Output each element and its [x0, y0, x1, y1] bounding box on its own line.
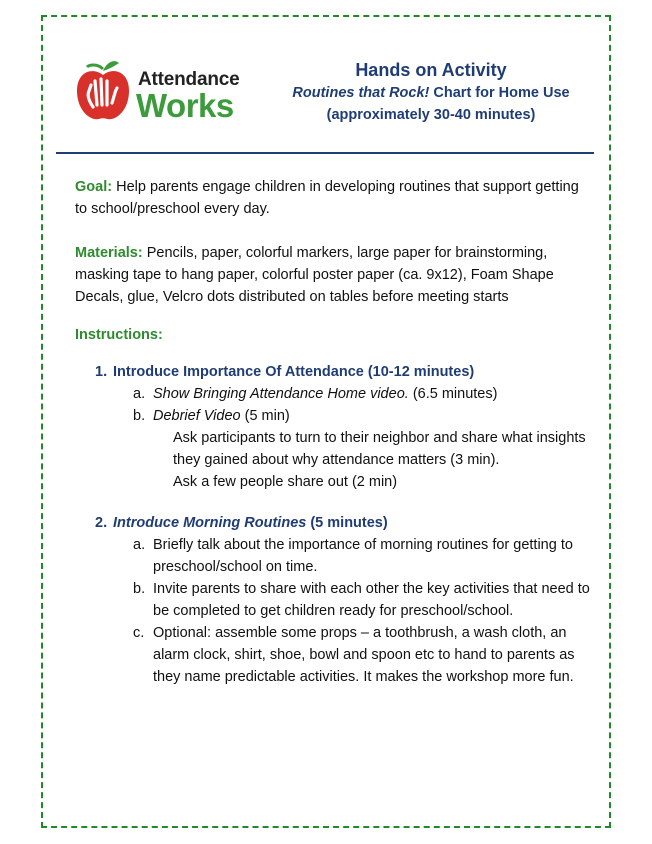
detail-text: Ask participants to turn to their neighbor and share what insights they gained about why attendance matters (3 min). — [173, 430, 586, 468]
document-title: Hands on Activity — [355, 60, 507, 80]
step-1-title: 1. Introduce Importance Of Attendance (10-12 minutes) — [95, 364, 475, 380]
step-1-subitems — [133, 383, 590, 427]
list-item: b. Invite parents to share with each other the key activities that need to be completed to get children ready for preschool/school. — [133, 581, 590, 619]
materials-label: Materials: — [75, 245, 143, 261]
apple-hand-icon — [73, 55, 133, 125]
document-subtitle — [275, 82, 587, 104]
goal-label: Goal: — [75, 179, 113, 195]
goal-paragraph — [75, 176, 590, 220]
document-header — [275, 58, 587, 126]
subtitle-italic: Routines that Rock! — [292, 85, 430, 101]
list-item: c. Optional: assemble some props – a toothbrush, a wash cloth, an alarm clock, shirt, shoe, bowl and spoon etc to hand to parents as they name predictable activities. It makes the workshop more fun. — [133, 625, 575, 685]
header-divider — [56, 152, 594, 154]
detail-text: Ask a few people share out (2 min) — [173, 474, 398, 490]
step-1-details — [173, 427, 590, 493]
step-1 — [95, 361, 590, 493]
list-item: a. Show Bringing Attendance Home video. (6.5 minutes) — [133, 386, 498, 402]
attendance-works-logo — [73, 55, 248, 125]
list-item: b. Debrief Video (5 min) — [133, 408, 290, 424]
logo-text-attendance: Attendance — [138, 69, 240, 90]
goal-text: Help parents engage children in developing routines that support getting to school/preschool every day. — [75, 179, 579, 217]
materials-paragraph — [75, 242, 590, 308]
step-2-title: 2. Introduce Morning Routines (5 minutes) — [95, 515, 388, 531]
document-duration: (approximately 30-40 minutes) — [326, 107, 536, 123]
document-body — [75, 176, 590, 688]
step-2 — [95, 512, 590, 688]
step-2-subitems — [133, 534, 590, 688]
list-item: a. Briefly talk about the importance of morning routines for getting to preschool/school on time. — [133, 537, 573, 575]
materials-text: Pencils, paper, colorful markers, large paper for brainstorming, masking tape to hang paper, colorful poster paper (ca. 9x12), Foam Shape Decals, glue, Velcro dots distributed on tables before meeting starts — [75, 245, 554, 305]
subtitle-rest: Chart for Home Use — [429, 85, 570, 101]
instructions-label: Instructions: — [75, 327, 163, 343]
logo-text-works: Works — [136, 87, 234, 124]
